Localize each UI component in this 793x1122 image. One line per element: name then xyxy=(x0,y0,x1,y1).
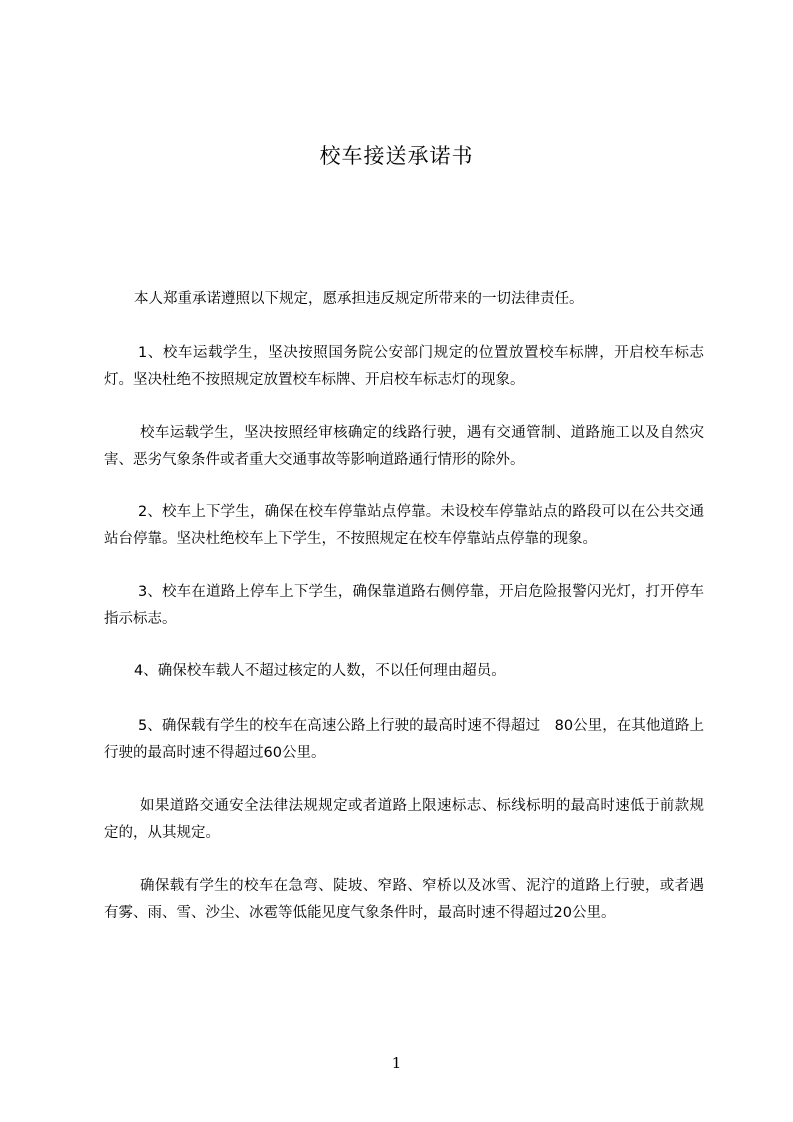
page-number: 1 xyxy=(391,1054,402,1072)
document-title: 校车接送承诺书 xyxy=(319,144,474,168)
paragraph-2: 校车运载学生，坚决按照经审核确定的线路行驶，遇有交通管制、道路施工以及自然灾害、恶劣气象条件或者重大交通事故等影响道路通行情形的除外。 xyxy=(104,425,704,468)
paragraph-3: 2、校车上下学生，确保在校车停靠站点停靠。未设校车停靠站点的路段可以在公共交通站台停靠。坚决杜绝校车上下学生，不按照规定在校车停靠站点停靠的现象。 xyxy=(104,504,704,547)
paragraph-4: 3、校车在道路上停车上下学生，确保靠道路右侧停靠，开启危险报警闪光灯，打开停车指示标志。 xyxy=(104,584,704,627)
paragraph-8: 确保载有学生的校车在急弯、陡坡、窄路、窄桥以及冰雪、泥泞的道路上行驶，或者遇有雾、雨、雪、沙尘、冰雹等低能见度气象条件时，最高时速不得超过20公里。 xyxy=(104,878,704,921)
paragraph-7: 如果道路交通安全法律法规规定或者道路上限速标志、标线标明的最高时速低于前款规定的，从其规定。 xyxy=(104,798,704,841)
intro-paragraph: 本人郑重承诺遵照以下规定，愿承担违反规定所带来的一切法律责任。 xyxy=(134,291,584,307)
paragraph-5: 4、确保校车载人不超过核定的人数，不以任何理由超员。 xyxy=(134,663,506,679)
paragraph-1: 1、校车运载学生，坚决按照国务院公安部门规定的位置放置校车标牌，开启校车标志灯。坚决杜绝不按照规定放置校车标牌、开启校车标志灯的现象。 xyxy=(104,345,704,388)
paragraph-6: 5、确保载有学生的校车在高速公路上行驶的最高时速不得超过 80公里，在其他道路上行驶的最高时速不得超过60公里。 xyxy=(104,718,704,761)
